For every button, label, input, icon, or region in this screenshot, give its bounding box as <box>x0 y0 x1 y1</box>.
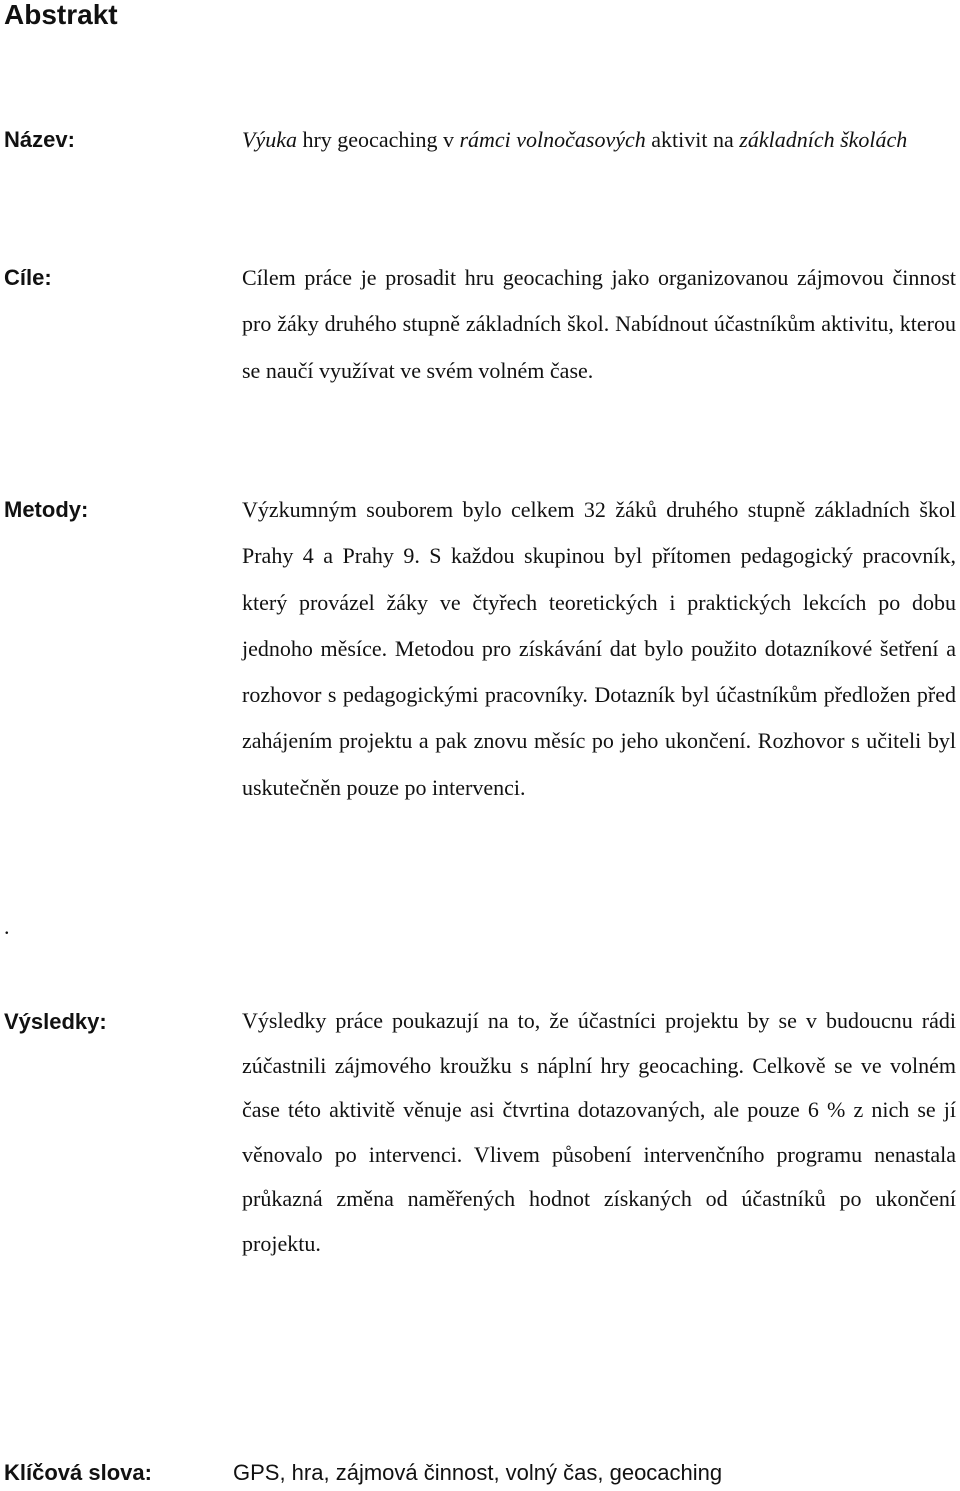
methods-text: Výzkumným souborem bylo celkem 32 žáků druhého stupně základních škol Prahy 4 a Prahy 9. S každou skupinou byl přítomen pedagogický pracovník, který provázel žáky ve čtyřech teoretických i praktických lekcích po dobu jednoho měsíce. Metodou pro získávání dat bylo použito dotazníkové šetření a rozhovor s pedagogickými pracovníky. Dotazník byl účastníkům předložen před zahájením projektu a pak znovu měsíc po jeho ukončení. Rozhovor s učiteli byl uskutečněn pouze po intervenci. <box>242 497 956 800</box>
thesis-title-part: Výuka <box>242 127 297 152</box>
stray-dot: . <box>4 914 10 939</box>
goals-label: Cíle: <box>4 265 52 290</box>
keywords-text: GPS, hra, zájmová činnost, volný čas, geocaching <box>233 1460 723 1485</box>
thesis-title-part: aktivit na <box>645 127 740 152</box>
keywords-label: Klíčová slova: <box>4 1460 152 1485</box>
thesis-title <box>242 117 956 163</box>
thesis-title-part: hry geocaching v <box>296 127 460 152</box>
page-heading: Abstrakt <box>4 0 118 30</box>
methods-label: Metody: <box>4 497 89 522</box>
results-text: Výsledky práce poukazují na to, že účastníci projektu by se v budoucnu rádi zúčastnili zájmového kroužku s náplní hry geocaching. Celkově se ve volném čase této aktivitě věnuje asi čtvrtina dotazovaných, ale pouze 6 % z nich se jí věnovalo po intervenci. Vlivem působení intervenčního programu nenastala průkazná změna naměřených hodnot získaných od účastníků po ukončení projektu. <box>242 1008 956 1256</box>
results-label: Výsledky: <box>4 1009 107 1034</box>
thesis-title-part: základních školách <box>739 127 908 152</box>
goals-text: Cílem práce je prosadit hru geocaching jako organizovanou zájmovou činnost pro žáky druhého stupně základních škol. Nabídnout účastníkům aktivitu, kterou se naučí využívat ve svém volném čase. <box>242 265 956 383</box>
title-label: Název: <box>4 127 75 152</box>
thesis-title-part: rámci volnočasových <box>459 127 646 152</box>
